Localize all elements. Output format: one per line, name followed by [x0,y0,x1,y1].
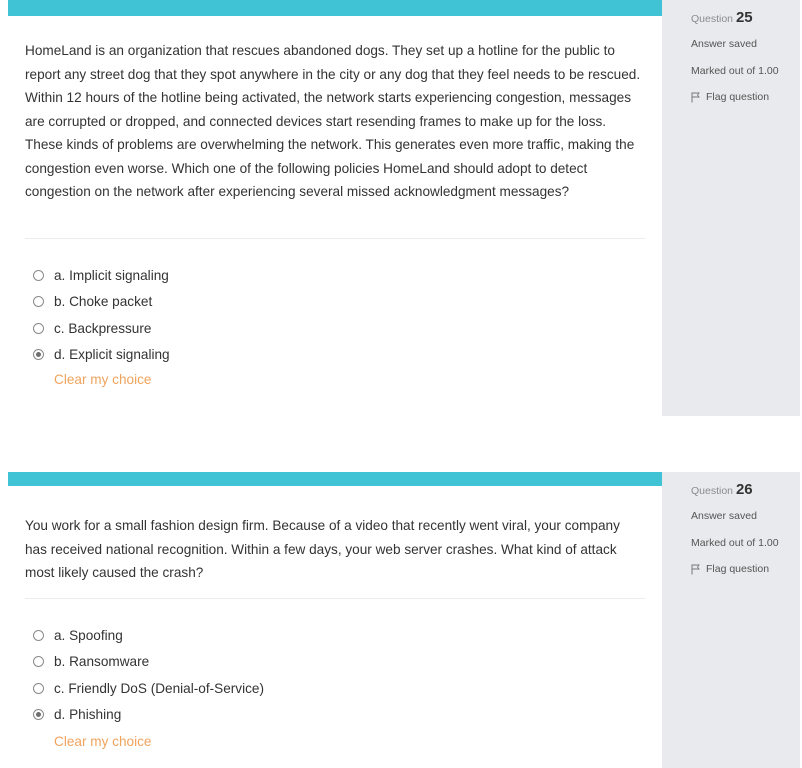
question-top-bar [8,472,662,486]
answer-options [33,262,170,368]
question-26 [0,472,802,768]
radio-button[interactable] [33,270,44,281]
clear-choice-link[interactable]: Clear my choice [54,372,152,387]
flag-icon [691,92,701,103]
question-number-value: 26 [735,481,753,498]
radio-button[interactable] [33,656,44,667]
question-info-sidebar [662,472,800,768]
flag-question-label: Flag question [706,563,770,575]
question-marks: Marked out of 1.00 [691,537,779,549]
option-label: b. Ransomware [54,654,150,670]
option-a[interactable] [33,622,264,649]
question-label: Question [691,13,734,25]
option-d[interactable] [33,702,264,729]
radio-button[interactable] [33,683,44,694]
option-label: a. Spoofing [54,627,123,643]
option-label: d. Phishing [54,707,122,723]
answer-status: Answer saved [691,38,757,50]
flag-icon [691,564,701,575]
answer-options [33,622,264,728]
option-c[interactable] [33,315,170,342]
question-label: Question [691,485,734,497]
option-label: d. Explicit signaling [54,347,170,363]
option-b[interactable] [33,649,264,676]
flag-question-button[interactable] [691,563,769,575]
option-b[interactable] [33,289,170,316]
question-content [0,0,662,416]
flag-question-label: Flag question [706,91,770,103]
option-a[interactable] [33,262,170,289]
question-text: HomeLand is an organization that rescues abandoned dogs. They set up a hotline for the public to report any street dog that they spot anywhere in the city or any dog that they feel needs to be rescued. Within 12 hours of the hotline being activated, the network starts experiencing congestion, messages are corrupted or dropped, and connected devices start resending frames to make up for the loss. These kinds of problems are overwhelming the network. This generates even more traffic, making the congestion even worse. Which one of the following policies HomeLand should adopt to detect congestion on the network after experiencing several missed acknowledgment messages? [25,43,641,199]
option-label: c. Friendly DoS (Denial-of-Service) [54,680,265,696]
radio-button-selected[interactable] [33,709,44,720]
answer-status: Answer saved [691,510,757,522]
divider [25,598,645,599]
radio-button[interactable] [33,323,44,334]
radio-button-selected[interactable] [33,349,44,360]
radio-button[interactable] [33,296,44,307]
divider [25,238,645,239]
question-number [691,9,753,26]
question-top-bar [8,0,662,16]
question-number [691,481,753,498]
clear-choice-link[interactable]: Clear my choice [54,734,152,749]
option-label: b. Choke packet [54,294,153,310]
question-marks: Marked out of 1.00 [691,65,779,77]
option-c[interactable] [33,675,264,702]
question-info-sidebar [662,0,800,416]
flag-question-button[interactable] [691,91,769,103]
option-label: c. Backpressure [54,320,152,336]
option-d[interactable] [33,342,170,369]
radio-button[interactable] [33,630,44,641]
question-content [0,472,662,768]
question-number-value: 25 [735,9,753,26]
question-text: You work for a small fashion design firm. Because of a video that recently went viral, your company has received national recognition. Within a few days, your web server crashes. What kind of attack most likely caused the crash? [25,518,620,580]
option-label: a. Implicit signaling [54,267,169,283]
